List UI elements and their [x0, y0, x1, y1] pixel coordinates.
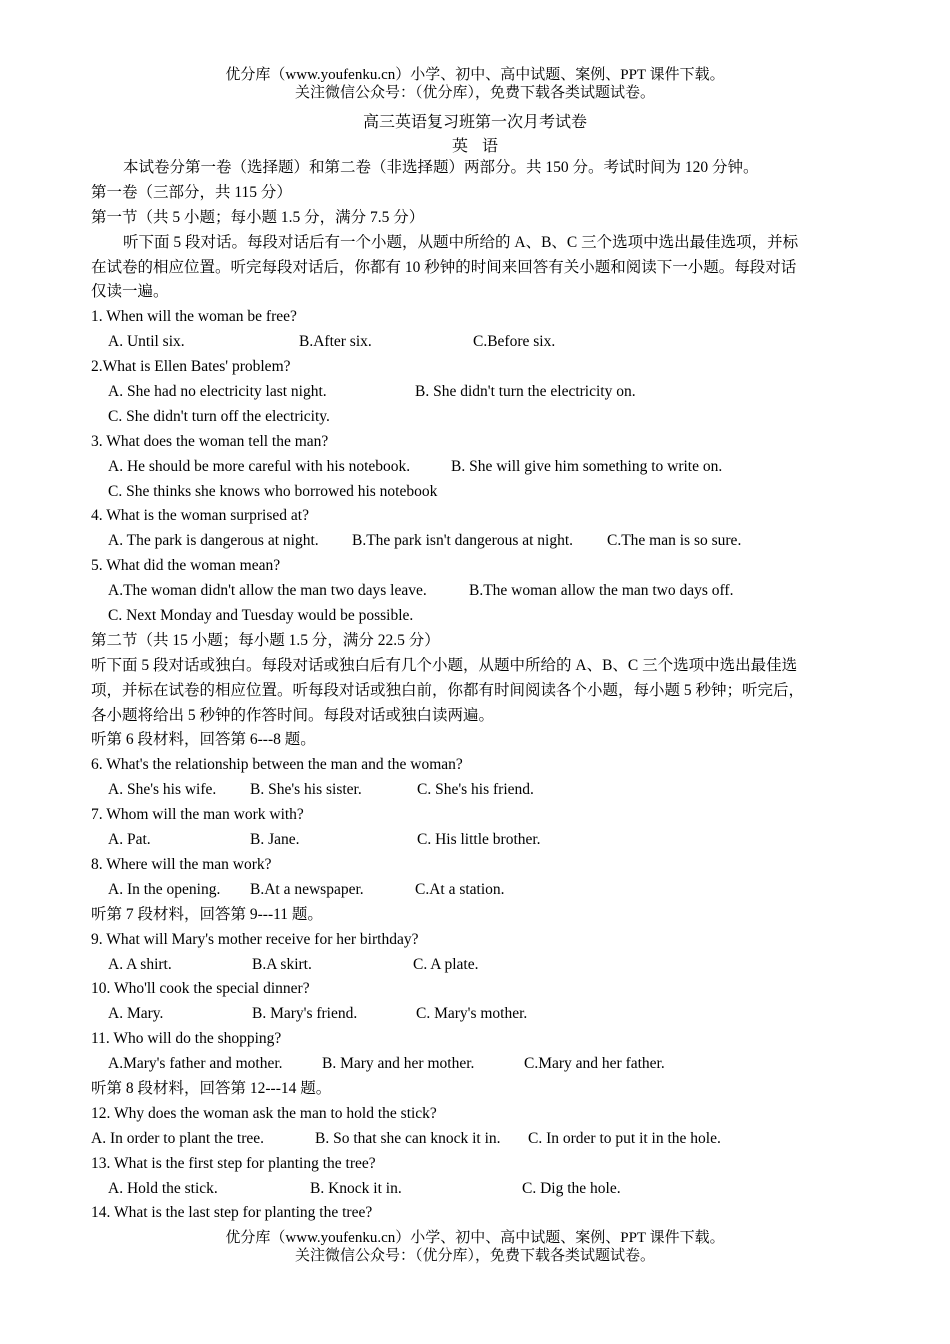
header-line-1: 优分库（www.youfenku.cn）小学、初中、高中试题、案例、PPT 课件下载。: [225, 67, 725, 83]
exam-title: 高三英语复习班第一次月考试卷: [362, 114, 587, 131]
option-c: C. She thinks she knows who borrowed his notebook: [108, 482, 438, 500]
option-c: C. Next Monday and Tuesday would be possible.: [108, 607, 414, 625]
question-options: [91, 778, 871, 803]
option-b: B. Jane.: [250, 831, 300, 849]
option-b: B. So that she can knock it in.: [315, 1129, 501, 1147]
question-stem: 10. Who'll cook the special dinner?: [91, 980, 310, 998]
question-options: [91, 380, 871, 405]
option-b: B. She's his sister.: [250, 781, 362, 799]
question-options: [91, 330, 871, 355]
question-options: [91, 953, 871, 978]
option-b: B. Knock it in.: [310, 1179, 402, 1197]
option-a: A. He should be more careful with his notebook.: [108, 457, 411, 475]
question-stem: 9. What will Mary's mother receive for her birthday?: [91, 930, 419, 948]
question-stem: 7. Whom will the man work with?: [91, 806, 304, 824]
option-b: B.The park isn't dangerous at night.: [352, 532, 574, 550]
question-stem: 3. What does the woman tell the man?: [91, 432, 329, 450]
option-a: A. She had no electricity last night.: [108, 383, 327, 401]
option-b: B.After six.: [299, 333, 372, 351]
option-b: B. She will give him something to write on.: [451, 457, 723, 475]
option-a: A. Hold the stick.: [108, 1179, 218, 1197]
option-c: C. His little brother.: [417, 831, 541, 849]
section1-heading: 第一节（共 5 小题；每小题 1.5 分，满分 7.5 分）: [91, 208, 425, 226]
question-options: [91, 529, 871, 554]
question-options: [91, 455, 871, 480]
question-options: [91, 1002, 871, 1027]
page-header: [0, 66, 950, 102]
option-a: A. Pat.: [108, 831, 151, 849]
question-stem: 12. Why does the woman ask the man to hold the stick?: [91, 1104, 437, 1122]
question-options: [91, 1177, 871, 1202]
option-c: C. In order to put it in the hole.: [528, 1129, 721, 1147]
option-c: C.At a station.: [415, 880, 505, 898]
option-b: B. She didn't turn the electricity on.: [415, 383, 636, 401]
page-footer: [0, 1229, 950, 1265]
section2-instructions-line: 各小题将给出 5 秒钟的作答时间。每段对话或独白读两遍。: [91, 706, 495, 724]
option-a: A. In the opening.: [108, 880, 221, 898]
question-options: [91, 828, 871, 853]
option-a: A. Mary.: [108, 1005, 164, 1023]
option-b: B.The woman allow the man two days off.: [469, 582, 734, 600]
question-options: [91, 579, 871, 604]
question-options: [91, 1052, 871, 1077]
question-stem: 2.What is Ellen Bates' problem?: [91, 358, 291, 376]
option-b: B.At a newspaper.: [250, 880, 364, 898]
question-stem: 1. When will the woman be free?: [91, 308, 297, 326]
option-c: C. Dig the hole.: [522, 1179, 621, 1197]
option-c: C.Before six.: [473, 333, 556, 351]
section2-heading: 第二节（共 15 小题；每小题 1.5 分，满分 22.5 分）: [91, 631, 440, 649]
option-b: B. Mary and her mother.: [322, 1055, 475, 1073]
option-c: C. Mary's mother.: [416, 1005, 528, 1023]
question-stem: 8. Where will the man work?: [91, 855, 272, 873]
option-c: C. A plate.: [413, 955, 479, 973]
question-stem: 5. What did the woman mean?: [91, 557, 281, 575]
question-stem: 14. What is the last step for planting the tree?: [91, 1204, 373, 1222]
part-heading: 第一卷（三部分，共 115 分）: [91, 183, 292, 201]
option-a: A. She's his wife.: [108, 781, 217, 799]
material-heading: 听第 6 段材料，回答第 6---8 题。: [91, 731, 316, 749]
option-a: A. In order to plant the tree.: [91, 1129, 265, 1147]
section1-instructions-line: 仅读一遍。: [91, 283, 169, 301]
option-c: C.The man is so sure.: [607, 532, 742, 550]
intro-text: 本试卷分第一卷（选择题）和第二卷（非选择题）两部分。共 150 分。考试时间为 120 分钟。: [123, 159, 759, 176]
option-b: B.A skirt.: [252, 955, 312, 973]
question-stem: 6. What's the relationship between the man and the woman?: [91, 756, 463, 774]
question-stem: 11. Who will do the shopping?: [91, 1030, 282, 1048]
footer-line-2: 关注微信公众号：（优分库），免费下载各类试题试卷。: [294, 1248, 655, 1264]
question-options: [91, 878, 871, 903]
section2-instructions-line: 听下面 5 段对话或独白。每段对话或独白后有几个小题，从题中所给的 A、B、C 三个选项中选出最佳选: [91, 656, 798, 674]
section1-instructions-line: 在试卷的相应位置。听完每段对话后，你都有 10 秒钟的时间来回答有关小题和阅读下一小题。每段对话: [91, 258, 797, 276]
option-b: B. Mary's friend.: [252, 1005, 358, 1023]
material-heading: 听第 8 段材料，回答第 12---14 题。: [91, 1079, 332, 1097]
option-a: A.The woman didn't allow the man two days leave.: [108, 582, 427, 600]
option-a: A. Until six.: [108, 333, 185, 351]
header-line-2: 关注微信公众号：（优分库），免费下载各类试题试卷。: [294, 85, 655, 101]
section1-instructions-line: 听下面 5 段对话。每段对话后有一个小题，从题中所给的 A、B、C 三个选项中选出最佳选项，并标: [123, 233, 799, 251]
option-a: A. A shirt.: [108, 955, 172, 973]
question-stem: 4. What is the woman surprised at?: [91, 507, 309, 525]
section2-instructions-line: 项，并标在试卷的相应位置。听每段对话或独白前，你都有时间阅读各个小题，每小题 5 秒钟；听完后，: [91, 681, 805, 699]
option-c: C. She's his friend.: [417, 781, 534, 799]
exam-content: [91, 156, 871, 1226]
option-a: A.Mary's father and mother.: [108, 1055, 283, 1073]
material-heading: 听第 7 段材料，回答第 9---11 题。: [91, 905, 323, 923]
subject-title: 英语: [451, 138, 512, 155]
option-c: C. She didn't turn off the electricity.: [108, 407, 330, 425]
footer-line-1: 优分库（www.youfenku.cn）小学、初中、高中试题、案例、PPT 课件下载。: [225, 1230, 725, 1246]
question-stem: 13. What is the first step for planting the tree?: [91, 1154, 376, 1172]
option-a: A. The park is dangerous at night.: [108, 532, 319, 550]
question-options: [91, 1127, 871, 1152]
option-c: C.Mary and her father.: [524, 1055, 665, 1073]
